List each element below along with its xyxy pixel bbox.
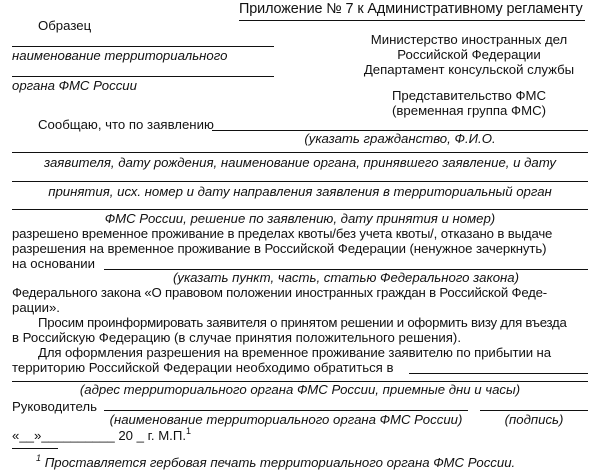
org-line-2 [12,76,274,77]
appendix-title-underline [239,20,585,21]
hint-applicant: заявителя, дату рождения, наименование органа, принявшего заявление, и дату [43,155,557,170]
hint-decision: ФМС России, решение по заявлению, дату принятия и номер) [104,211,496,226]
paragraph-3-line-1: Для оформления разрешения на временное проживание заявителю по прибытии на [38,345,551,360]
address-line-1 [409,373,588,374]
hint-acceptance: принятия, исх. номер и дату направления заявления в территориальный орган [48,184,552,199]
ministry-line-3: Департамент консульской службы [363,62,575,77]
ministry-line-1: Министерство иностранных дел [370,32,568,47]
ministry-line-2: Российской Федерации [397,47,541,62]
fill-line-4 [12,209,588,210]
footnote-mark: 1 [36,452,42,463]
hint-law: (указать пункт, часть, статью Федерального закона) [172,270,520,285]
org-caption-1: наименование территориального [12,48,228,63]
fill-line-3 [12,181,588,182]
sample-label: Образец [38,18,92,33]
head-sign-line [480,410,588,411]
paragraph-1-line-3: на основании [12,256,96,271]
paragraph-2-line-1: Просим проинформировать заявителя о принятом решении и оформить визу для въезда [38,315,567,330]
paragraph-3-line-2: территорию Российской Федерации необходимо обратиться в [12,360,394,375]
intro-text: Сообщаю, что по заявлению [38,117,214,132]
date-footnote-mark: 1 [186,425,192,436]
paragraph-1-line-1: разрешено временное проживание в пределах квоты/без учета квоты/, отказано в выдаче [12,226,553,241]
org-caption-2: органа ФМС России [12,78,137,93]
date-text: «__»__________ 20 _ г. М.П. [12,428,186,443]
footnote-text: Проставляется гербовая печать территориального органа ФМС России. [44,455,516,470]
appendix-title: Приложение № 7 к Административному регламенту [239,1,583,17]
footnote-separator [12,448,58,449]
org-caption: (наименование территориального органа ФМС России) [109,412,463,427]
law-line-2: рации». [12,300,60,315]
head-label: Руководитель [12,399,97,414]
hint-citizenship: (указать гражданство, Ф.И.О. [304,131,496,146]
law-line-1: Федерального закона «О правовом положении иностранных граждан в Российской Феде- [12,285,547,300]
representation-line-1: Представительство ФМС [391,88,547,103]
head-org-line [104,410,468,411]
fill-line-2 [12,152,588,153]
paragraph-1-line-2: разрешения на временное проживание в Российской Федерации (ненужное зачеркнуть) [12,241,547,256]
sign-caption: (подпись) [504,412,564,427]
representation-line-2: (временная группа ФМС) [392,103,546,118]
org-line-1 [12,46,274,47]
hint-address: (адрес территориального органа ФМС России, приемные дни и часы) [79,382,521,397]
footnote [36,452,516,470]
paragraph-2-line-2: в Российскую Федерацию (в случае принятия положительного решения). [12,330,461,345]
date-line [12,425,192,443]
